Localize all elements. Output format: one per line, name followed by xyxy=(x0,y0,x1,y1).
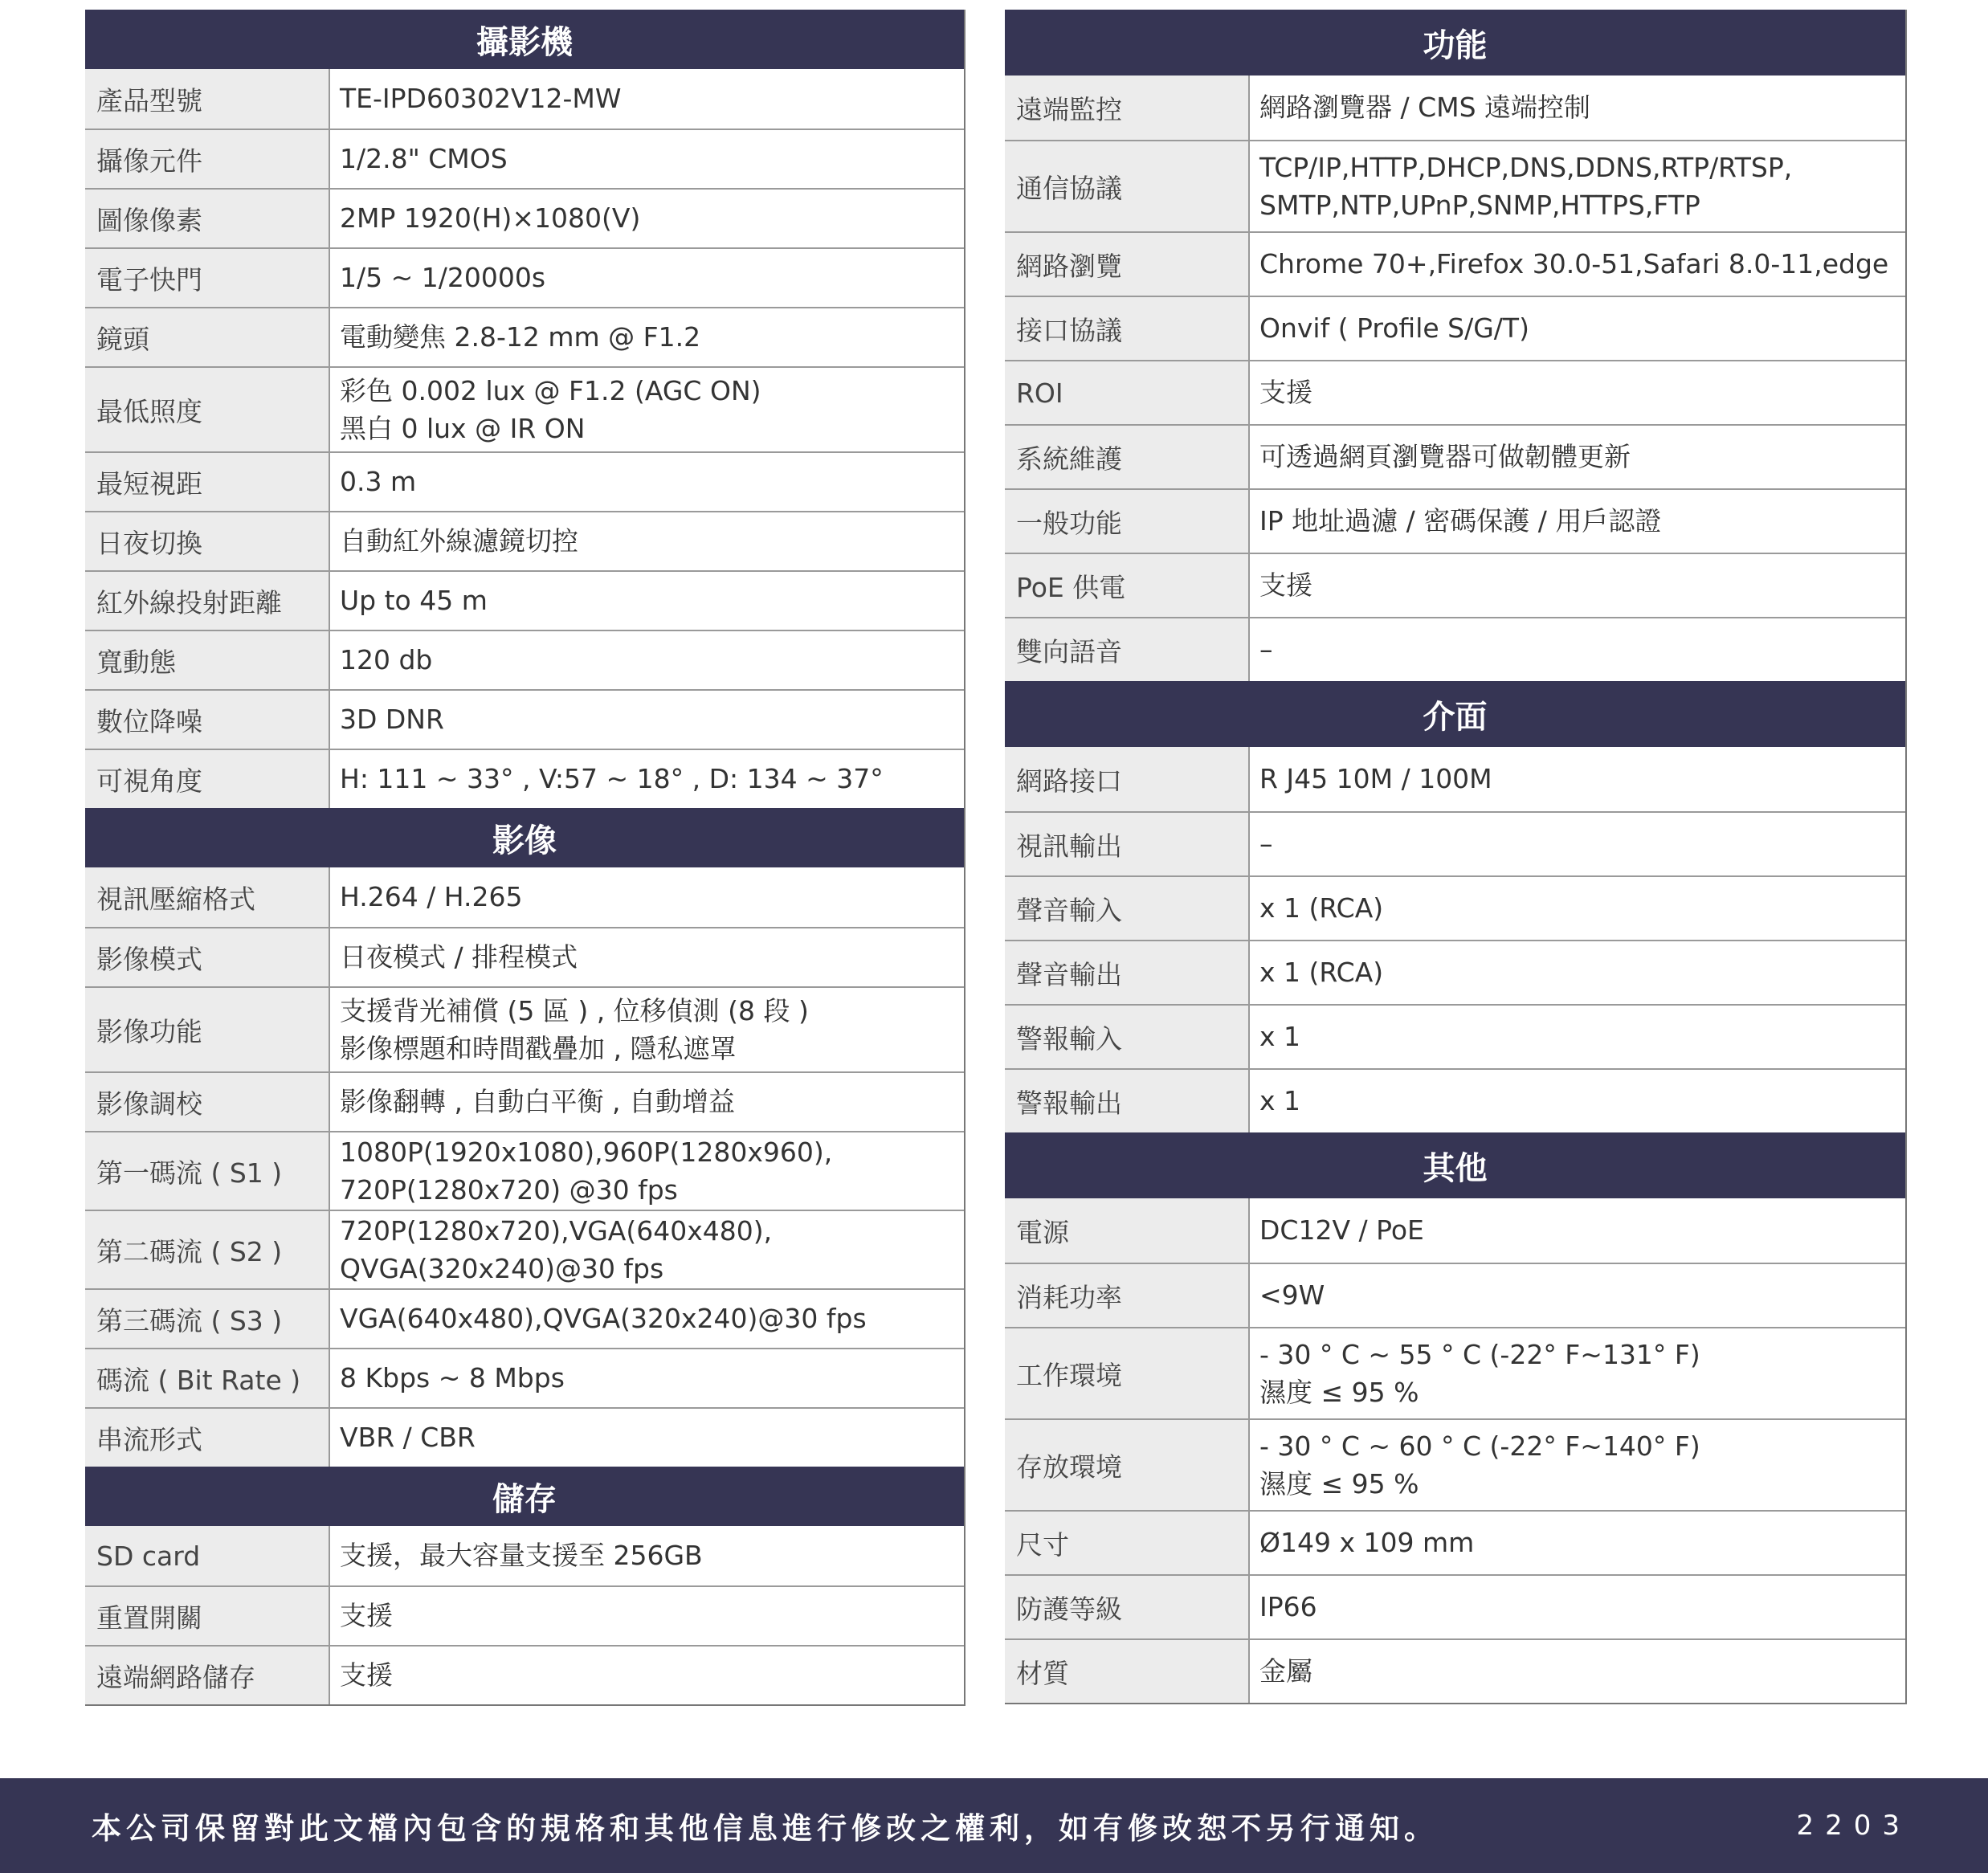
section-rows xyxy=(1005,75,1905,681)
spec-value xyxy=(330,308,964,366)
spec-label: 警報輸出 xyxy=(1005,1070,1250,1132)
spec-value-line: 濕度 ≤ 95 % xyxy=(1259,1468,1419,1500)
spec-value-line: 120 db xyxy=(340,644,433,676)
spec-value xyxy=(330,1587,964,1645)
spec-row xyxy=(85,247,964,307)
spec-value-line: x 1 (RCA) xyxy=(1259,892,1384,924)
spec-row xyxy=(85,451,964,511)
spec-label: 工作環境 xyxy=(1005,1328,1250,1418)
spec-label: 視訊壓縮格式 xyxy=(85,867,330,927)
spec-value xyxy=(330,1526,964,1585)
spec-value-line: 1/2.8" CMOS xyxy=(340,143,508,175)
spec-label: 寬動態 xyxy=(85,631,330,689)
spec-value-line: <9W xyxy=(1259,1279,1325,1312)
spec-value xyxy=(1250,490,1905,553)
spec-label: ROI xyxy=(1005,361,1250,424)
spec-row xyxy=(85,689,964,749)
spec-label: 存放環境 xyxy=(1005,1420,1250,1510)
spec-label: 警報輸入 xyxy=(1005,1006,1250,1068)
spec-value xyxy=(1250,1576,1905,1638)
spec-label: 碼流 ( Bit Rate ) xyxy=(85,1349,330,1407)
spec-row xyxy=(1005,1263,1905,1327)
spec-label: 材質 xyxy=(1005,1640,1250,1703)
spec-row xyxy=(1005,488,1905,553)
spec-value xyxy=(1250,75,1905,140)
spec-value-line: 自動紅外線濾鏡切控 xyxy=(340,525,578,557)
spec-value xyxy=(330,368,964,451)
spec-label: 電源 xyxy=(1005,1198,1250,1263)
spec-label: 紅外線投射距離 xyxy=(85,572,330,630)
spec-row xyxy=(1005,1638,1905,1703)
spec-value xyxy=(1250,297,1905,360)
spec-value-line: QVGA(320x240)@30 fps xyxy=(340,1253,664,1284)
spec-value-line: Up to 45 m xyxy=(340,585,488,617)
spec-value-line: 金屬 xyxy=(1259,1655,1312,1687)
spec-value xyxy=(330,1647,964,1704)
spec-value xyxy=(1250,141,1905,231)
spec-value-line: 支援 xyxy=(340,1659,393,1691)
section-rows xyxy=(1005,747,1905,1132)
spec-label: 數位降噪 xyxy=(85,691,330,749)
spec-row xyxy=(1005,940,1905,1004)
spec-value-line: DC12V / PoE xyxy=(1259,1214,1424,1247)
spec-label: 影像調校 xyxy=(85,1073,330,1131)
spec-value xyxy=(330,1132,964,1210)
spec-value xyxy=(330,1290,964,1348)
spec-value xyxy=(330,512,964,570)
section-rows xyxy=(85,1526,964,1704)
spec-label: 防護等級 xyxy=(1005,1576,1250,1638)
spec-row xyxy=(85,1407,964,1467)
spec-value-line: 電動變焦 2.8-12 mm @ F1.2 xyxy=(340,321,701,353)
spec-value xyxy=(1250,1420,1905,1510)
spec-label: 聲音輸出 xyxy=(1005,941,1250,1004)
spec-value-line: 1080P(1920x1080),960P(1280x960), xyxy=(340,1136,833,1168)
document-code: 2203 xyxy=(1796,1810,1911,1842)
spec-value xyxy=(1250,813,1905,875)
spec-value-line: 支援 xyxy=(1259,377,1312,409)
spec-value xyxy=(1250,941,1905,1004)
spec-value-line: 影像翻轉 , 自動白平衡 , 自動增益 xyxy=(340,1086,735,1118)
spec-value-line: 支援，最大容量支援至 256GB xyxy=(340,1540,703,1572)
spec-row xyxy=(1005,75,1905,140)
spec-value-line: 網路瀏覽器 / CMS 遠端控制 xyxy=(1259,92,1591,124)
spec-value-line: 彩色 0.002 lux @ F1.2 (AGC ON) xyxy=(340,374,761,406)
spec-value-line: Chrome 70+,Firefox 30.0-51,Safari 8.0-11,edge xyxy=(1259,248,1889,280)
spec-row xyxy=(85,630,964,689)
spec-label: 影像模式 xyxy=(85,928,330,986)
spec-value-line: 日夜模式 / 排程模式 xyxy=(340,941,578,973)
spec-label: 產品型號 xyxy=(85,69,330,129)
spec-row xyxy=(1005,875,1905,940)
spec-value xyxy=(1250,618,1905,681)
spec-label: 電子快門 xyxy=(85,249,330,307)
spec-row xyxy=(1005,140,1905,231)
spec-value xyxy=(1250,361,1905,424)
spec-value xyxy=(330,1409,964,1467)
spec-value-line: TCP/IP,HTTP,DHCP,DNS,DDNS,RTP/RTSP, xyxy=(1259,151,1793,183)
spec-label: 消耗功率 xyxy=(1005,1264,1250,1327)
spec-label: 網路接口 xyxy=(1005,747,1250,811)
spec-label: 一般功能 xyxy=(1005,490,1250,553)
spec-row xyxy=(1005,231,1905,296)
spec-row xyxy=(85,867,964,927)
spec-label: 鏡頭 xyxy=(85,308,330,366)
spec-value xyxy=(1250,1070,1905,1132)
spec-row xyxy=(1005,1198,1905,1263)
spec-label: 系統維護 xyxy=(1005,426,1250,488)
spec-value xyxy=(330,1211,964,1288)
spec-label: SD card xyxy=(85,1526,330,1585)
spec-value xyxy=(330,867,964,927)
spec-row xyxy=(85,129,964,188)
spec-value-line: IP 地址過濾 / 密碼保護 / 用戶認證 xyxy=(1259,505,1662,537)
spec-value xyxy=(1250,426,1905,488)
section-rows xyxy=(1005,1198,1905,1703)
footer-bar xyxy=(0,1778,1988,1873)
spec-value-line: x 1 xyxy=(1259,1021,1301,1053)
spec-row xyxy=(1005,1510,1905,1574)
spec-value-line: VGA(640x480),QVGA(320x240)@30 fps xyxy=(340,1303,867,1335)
spec-label: 可視角度 xyxy=(85,750,330,808)
spec-value xyxy=(330,1073,964,1131)
spec-row xyxy=(85,1071,964,1131)
spec-value-line: – xyxy=(1259,634,1273,666)
spec-value xyxy=(1250,1264,1905,1327)
spec-row xyxy=(85,366,964,451)
spec-value xyxy=(1250,1006,1905,1068)
spec-label: PoE 供電 xyxy=(1005,554,1250,617)
section-header: 攝影機 xyxy=(85,10,964,69)
spec-value-line: Onvif ( Profile S/G/T) xyxy=(1259,312,1529,345)
spec-row xyxy=(85,1526,964,1585)
spec-row xyxy=(1005,296,1905,360)
footer-notice: 本公司保留對此文檔內包含的規格和其他信息進行修改之權利，如有修改恕不另行通知。 xyxy=(92,1811,1439,1846)
spec-row xyxy=(1005,1004,1905,1068)
spec-row xyxy=(85,1288,964,1348)
spec-label: 遠端網路儲存 xyxy=(85,1647,330,1704)
spec-value-line: 1/5 ~ 1/20000s xyxy=(340,262,546,294)
spec-value-line: VBR / CBR xyxy=(340,1422,476,1454)
spec-value xyxy=(330,572,964,630)
spec-value xyxy=(1250,1328,1905,1418)
spec-label: 圖像像素 xyxy=(85,190,330,247)
spec-label: 日夜切換 xyxy=(85,512,330,570)
spec-value-line: 支援 xyxy=(1259,569,1312,602)
spec-label: 雙向語音 xyxy=(1005,618,1250,681)
spec-row xyxy=(85,307,964,366)
section-header: 介面 xyxy=(1005,681,1905,747)
spec-value-line: H: 111 ~ 33° , V:57 ~ 18° , D: 134 ~ 37° xyxy=(340,763,884,795)
spec-value-line: – xyxy=(1259,828,1273,860)
section-header: 功能 xyxy=(1005,10,1905,75)
spec-value xyxy=(330,130,964,188)
spec-value xyxy=(330,631,964,689)
spec-label: 第二碼流 ( S2 ) xyxy=(85,1211,330,1288)
spec-value-line: 720P(1280x720),VGA(640x480), xyxy=(340,1214,773,1247)
spec-row xyxy=(1005,617,1905,681)
spec-label: 重置開關 xyxy=(85,1587,330,1645)
spec-value xyxy=(330,928,964,986)
spec-value xyxy=(330,1349,964,1407)
spec-row xyxy=(1005,1327,1905,1418)
spec-row xyxy=(85,1645,964,1704)
spec-value xyxy=(1250,1640,1905,1703)
spec-value-line: 8 Kbps ~ 8 Mbps xyxy=(340,1362,565,1394)
spec-value-line: 影像標題和時間戳疊加 , 隱私遮罩 xyxy=(340,1033,737,1064)
spec-row xyxy=(85,511,964,570)
section-header: 其他 xyxy=(1005,1132,1905,1198)
spec-value-line: 720P(1280x720) @30 fps xyxy=(340,1174,678,1206)
spec-value-line: 黑白 0 lux @ IR ON xyxy=(340,413,586,444)
spec-value-line: 0.3 m xyxy=(340,466,417,498)
spec-row xyxy=(1005,553,1905,617)
spec-row xyxy=(85,1348,964,1407)
spec-row xyxy=(85,188,964,247)
spec-value xyxy=(330,988,964,1071)
spec-value-line: TE-IPD60302V12-MW xyxy=(340,83,622,115)
spec-row xyxy=(85,1210,964,1288)
spec-value-line: x 1 (RCA) xyxy=(1259,957,1384,989)
spec-label: 第三碼流 ( S3 ) xyxy=(85,1290,330,1348)
spec-label: 第一碼流 ( S1 ) xyxy=(85,1132,330,1210)
spec-label: 最短視距 xyxy=(85,453,330,511)
spec-value-line: 支援背光補償 (5 區 ) , 位移偵測 (8 段 ) xyxy=(340,994,809,1026)
spec-value-line: H.264 / H.265 xyxy=(340,881,523,913)
spec-value xyxy=(330,453,964,511)
spec-row xyxy=(1005,1068,1905,1132)
spec-value xyxy=(330,249,964,307)
spec-label: 網路瀏覽 xyxy=(1005,233,1250,296)
spec-label: 最低照度 xyxy=(85,368,330,451)
spec-row xyxy=(85,1585,964,1645)
spec-row xyxy=(1005,1418,1905,1510)
section-rows xyxy=(85,69,964,808)
spec-label: 遠端監控 xyxy=(1005,75,1250,140)
spec-value xyxy=(1250,554,1905,617)
spec-value-line: - 30 ° C ~ 60 ° C (-22° F~140° F) xyxy=(1259,1430,1700,1462)
spec-label: 攝像元件 xyxy=(85,130,330,188)
spec-value xyxy=(330,691,964,749)
right-spec-table xyxy=(1005,10,1907,1704)
spec-value xyxy=(1250,1512,1905,1574)
spec-value-line: R J45 10M / 100M xyxy=(1259,763,1492,795)
spec-value-line: x 1 xyxy=(1259,1085,1301,1117)
spec-row xyxy=(85,986,964,1071)
spec-value xyxy=(1250,1198,1905,1263)
spec-label: 通信協議 xyxy=(1005,141,1250,231)
spec-value xyxy=(330,69,964,129)
spec-value-line: 濕度 ≤ 95 % xyxy=(1259,1377,1419,1408)
spec-row xyxy=(85,1131,964,1210)
spec-label: 影像功能 xyxy=(85,988,330,1071)
spec-row xyxy=(1005,360,1905,424)
spec-value-line: - 30 ° C ~ 55 ° C (-22° F~131° F) xyxy=(1259,1338,1700,1370)
spec-value-line: Ø149 x 109 mm xyxy=(1259,1527,1475,1559)
spec-value-line: 2MP 1920(H)×1080(V) xyxy=(340,202,641,235)
spec-label: 尺寸 xyxy=(1005,1512,1250,1574)
section-rows xyxy=(85,867,964,1467)
spec-value-line: IP66 xyxy=(1259,1591,1317,1623)
spec-label: 聲音輸入 xyxy=(1005,877,1250,940)
spec-row xyxy=(85,570,964,630)
section-header: 儲存 xyxy=(85,1467,964,1526)
spec-row xyxy=(85,927,964,986)
left-spec-table xyxy=(85,10,965,1706)
spec-value-line: 支援 xyxy=(340,1600,393,1632)
spec-row xyxy=(1005,747,1905,811)
spec-value-line: 可透過網頁瀏覽器可做韌體更新 xyxy=(1259,441,1631,473)
spec-value xyxy=(330,190,964,247)
section-header: 影像 xyxy=(85,808,964,867)
spec-value xyxy=(330,750,964,808)
spec-row xyxy=(85,749,964,808)
spec-value xyxy=(1250,747,1905,811)
spec-value-line: SMTP,NTP,UPnP,SNMP,HTTPS,FTP xyxy=(1259,190,1700,221)
spec-row xyxy=(85,69,964,129)
spec-row xyxy=(1005,424,1905,488)
spec-value xyxy=(1250,877,1905,940)
spec-row xyxy=(1005,811,1905,875)
spec-row xyxy=(1005,1574,1905,1638)
spec-label: 視訊輸出 xyxy=(1005,813,1250,875)
spec-value xyxy=(1250,233,1905,296)
spec-label: 接口協議 xyxy=(1005,297,1250,360)
spec-label: 串流形式 xyxy=(85,1409,330,1467)
spec-value-line: 3D DNR xyxy=(340,704,444,736)
